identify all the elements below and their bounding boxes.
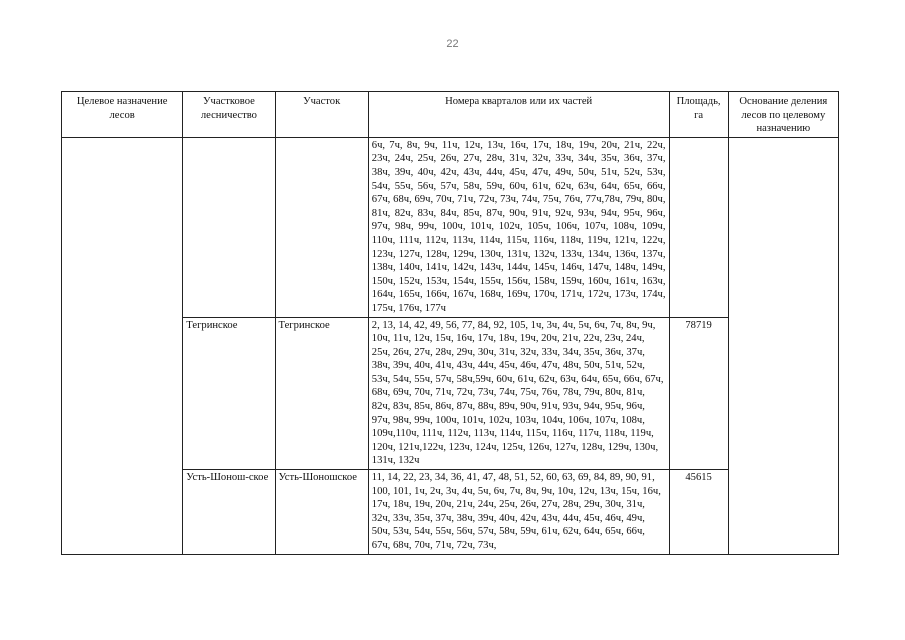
cell-quarters: 11, 14, 22, 23, 34, 36, 41, 47, 48, 51, 52, 60, 63, 69, 84, 89, 90, 91, 100, 101, 1ч, 2ч, 3ч, 4ч, 5ч, 6ч, 7ч, 8ч, 9ч, 10ч, 12ч, 13ч, 15ч, 16ч, 17ч, 18ч, 19ч, 20ч, 21ч, 24ч, 25ч, 26ч, 27ч, 28ч, 29ч, 30ч, 31ч, 32ч, 33ч, 35ч, 37ч, 38ч, 39ч, 40ч, 42ч, 43ч, 44ч, 45ч, 46ч, 49ч, 50ч, 53ч, 54ч, 55ч, 56ч, 57ч, 58ч, 59ч, 61ч, 62ч, 64ч, 65ч, 66ч, 67ч, 68ч, 70ч, 71ч, 72ч, 73ч, bbox=[368, 470, 669, 555]
cell-quarters: 6ч, 7ч, 8ч, 9ч, 11ч, 12ч, 13ч, 16ч, 17ч, 18ч, 19ч, 20ч, 21ч, 22ч, 23ч, 24ч, 25ч, 26ч, 27ч, 28ч, 31ч, 32ч, 33ч, 34ч, 35ч, 36ч, 37ч, 38ч, 39ч, 40ч, 42ч, 43ч, 44ч, 45ч, 47ч, 49ч, 50ч, 51ч, 52ч, 53ч, 54ч, 55ч, 56ч, 57ч, 58ч, 59ч, 60ч, 61ч, 62ч, 63ч, 64ч, 65ч, 66ч, 67ч, 68ч, 69ч, 70ч, 71ч, 72ч, 73ч, 74ч, 75ч, 76ч, 77ч,78ч, 79ч, 80ч, 81ч, 82ч, 83ч, 84ч, 85ч, 87ч, 90ч, 91ч, 92ч, 93ч, 94ч, 95ч, 96ч, 97ч, 98ч, 99ч, 100ч, 101ч, 102ч, 105ч, 106ч, 107ч, 108ч, 109ч, 110ч, 111ч, 112ч, 113ч, 114ч, 115ч, 116ч, 118ч, 119ч, 121ч, 122ч, 123ч, 127ч, 128ч, 129ч, 130ч, 131ч, 132ч, 133ч, 134ч, 136ч, 137ч, 138ч, 140ч, 141ч, 142ч, 143ч, 144ч, 145ч, 146ч, 147ч, 148ч, 149ч, 150ч, 152ч, 153ч, 154ч, 155ч, 156ч, 158ч, 159ч, 160ч, 161ч, 163ч, 164ч, 165ч, 166ч, 167ч, 168ч, 169ч, 170ч, 171ч, 172ч, 173ч, 174ч, 175ч, 176ч, 177ч bbox=[368, 137, 669, 317]
forest-purpose-table bbox=[61, 91, 839, 555]
cell-section: Тегринское bbox=[275, 317, 368, 470]
header-purpose: Целевое назначение лесов bbox=[62, 92, 183, 138]
cell-purpose bbox=[62, 137, 183, 554]
cell-area: 45615 bbox=[669, 470, 728, 555]
cell-quarters: 2, 13, 14, 42, 49, 56, 77, 84, 92, 105, 1ч, 3ч, 4ч, 5ч, 6ч, 7ч, 8ч, 9ч, 10ч, 11ч, 12ч, 15ч, 16ч, 17ч, 18ч, 19ч, 20ч, 21ч, 22ч, 23ч, 24ч, 25ч, 26ч, 27ч, 28ч, 29ч, 30ч, 31ч, 32ч, 33ч, 34ч, 35ч, 36ч, 37ч, 38ч, 39ч, 40ч, 41ч, 43ч, 44ч, 45ч, 46ч, 47ч, 48ч, 50ч, 51ч, 52ч, 53ч, 54ч, 55ч, 57ч, 58ч,59ч, 60ч, 61ч, 62ч, 63ч, 64ч, 65ч, 66ч, 67ч, 68ч, 69ч, 70ч, 71ч, 72ч, 73ч, 74ч, 75ч, 76ч, 78ч, 79ч, 80ч, 81ч, 82ч, 83ч, 85ч, 86ч, 87ч, 88ч, 89ч, 90ч, 91ч, 93ч, 94ч, 95ч, 96ч, 97ч, 98ч, 99ч, 100ч, 101ч, 102ч, 103ч, 104ч, 106ч, 107ч, 108ч, 109ч,110ч, 111ч, 112ч, 113ч, 114ч, 115ч, 116ч, 117ч, 118ч, 119ч, 120ч, 121ч,122ч, 123ч, 124ч, 125ч, 126ч, 127ч, 128ч, 129ч, 130ч, 131ч, 132ч bbox=[368, 317, 669, 470]
page-number: 22 bbox=[446, 38, 459, 50]
cell-area: 78719 bbox=[669, 317, 728, 470]
cell-forestry: Усть-Шонош-ское bbox=[183, 470, 275, 555]
table-header-row bbox=[62, 92, 839, 138]
header-forestry: Участковое лесничество bbox=[183, 92, 275, 138]
header-section: Участок bbox=[275, 92, 368, 138]
cell-forestry: Тегринское bbox=[183, 317, 275, 470]
cell-area bbox=[669, 137, 728, 317]
table-row bbox=[62, 137, 839, 317]
header-area: Площадь, га bbox=[669, 92, 728, 138]
cell-forestry bbox=[183, 137, 275, 317]
cell-section bbox=[275, 137, 368, 317]
header-quarters: Номера кварталов или их частей bbox=[368, 92, 669, 138]
header-basis: Основание деления лесов по целевому назначению bbox=[728, 92, 838, 138]
cell-section: Усть-Шоношское bbox=[275, 470, 368, 555]
cell-basis bbox=[728, 137, 838, 554]
